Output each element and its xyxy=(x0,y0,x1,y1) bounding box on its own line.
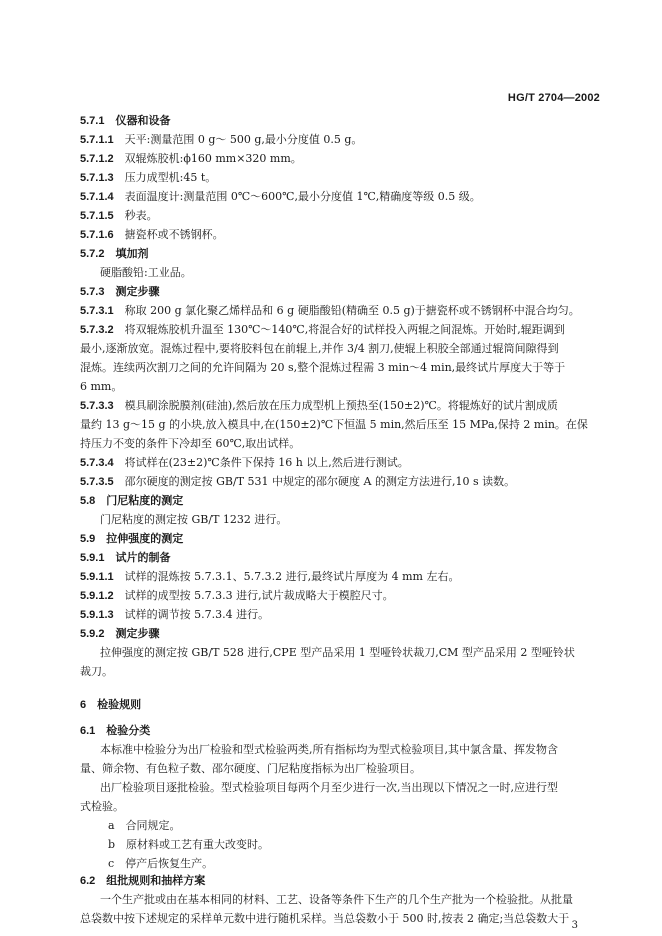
section-5-7-3: 5.7.3 测定步骤 xyxy=(80,285,160,298)
paragraph: 量、筛余物、有色粒子数、邵尔硬度、门尼粘度指标为出厂检验项目。 xyxy=(80,762,421,775)
section-5-9-1: 5.9.1 试片的制备 xyxy=(80,551,171,564)
clause-5-7-1-4: 5.7.1.4 表面温度计:测量范围 0℃～600℃,最小分度值 1℃,精确度等级 0.5 级。 xyxy=(80,190,481,203)
clause-5-7-1-6: 5.7.1.6 搪瓷杯或不锈钢杯。 xyxy=(80,228,224,241)
paragraph: 混炼。连续两次割刀之间的允许间隔为 20 s,整个混炼过程需 3 min～4 min,最终试片厚度大于等于 xyxy=(80,361,566,374)
section-5-9-2: 5.9.2 测定步骤 xyxy=(80,627,160,640)
clause-5-7-3-5: 5.7.3.5 邵尔硬度的测定按 GB/T 531 中规定的邵尔硬度 A 的测定方法进行,10 s 读数。 xyxy=(80,475,516,488)
section-5-9: 5.9 拉伸强度的测定 xyxy=(80,532,184,545)
clause-5-7-1-3: 5.7.1.3 压力成型机:45 t。 xyxy=(80,171,217,184)
clause-5-9-1-1: 5.9.1.1 试样的混炼按 5.7.3.1、5.7.3.2 进行,最终试片厚度为 4 mm 左右。 xyxy=(80,570,460,583)
paragraph: 持压力不变的条件下冷却至 60℃,取出试样。 xyxy=(80,437,301,450)
standard-code: HG/T 2704—2002 xyxy=(507,92,600,104)
list-item: a 合同规定。 xyxy=(108,819,181,832)
clause-5-7-3-4: 5.7.3.4 将试样在(23±2)℃条件下保持 16 h 以上,然后进行测试。 xyxy=(80,456,409,469)
paragraph: 裁刀。 xyxy=(80,665,113,678)
clause-5-7-3-2: 5.7.3.2 将双辊炼胶机升温至 130℃～140℃,将混合好的试样投入两辊之间混炼。开始时,辊距调到 xyxy=(80,323,565,336)
clause-5-7-3-3: 5.7.3.3 模具刷涂脱膜剂(硅油),然后放在压力成型机上预热至(150±2)℃。将辊炼好的试片割成质 xyxy=(80,399,558,412)
paragraph: 最小,逐渐放宽。混炼过程中,要将胶料包在前辊上,并作 3/4 割刀,使辊上积胶全部通过辊筒间隙得到 xyxy=(80,342,559,355)
list-item: c 停产后恢复生产。 xyxy=(108,857,214,870)
section-6-1: 6.1 检验分类 xyxy=(80,724,151,737)
paragraph: 本标准中检验分为出厂检验和型式检验两类,所有指标均为型式检验项目,其中氯含量、挥发物含 xyxy=(100,743,558,756)
paragraph: 拉伸强度的测定按 GB/T 528 进行,CPE 型产品采用 1 型哑铃状裁刀,CM 型产品采用 2 型哑铃状 xyxy=(100,646,575,659)
paragraph: 一个生产批或由在基本相同的材料、工艺、设备等条件下生产的几个生产批为一个检验批。从批量 xyxy=(100,893,573,906)
paragraph: 出厂检验项目逐批检验。型式检验项目每两个月至少进行一次,当出现以下情况之一时,应进行型 xyxy=(100,781,558,794)
clause-5-9-1-3: 5.9.1.3 试样的调节按 5.7.3.4 进行。 xyxy=(80,608,270,621)
paragraph: 硬脂酸铅:工业品。 xyxy=(100,266,192,279)
clause-5-7-1-1: 5.7.1.1 天平:测量范围 0 g～ 500 g,最小分度值 0.5 g。 xyxy=(80,133,363,146)
page-number: 3 xyxy=(571,920,578,931)
section-6-2: 6.2 组批规则和抽样方案 xyxy=(80,874,206,887)
section-5-8: 5.8 门尼粘度的测定 xyxy=(80,494,184,507)
paragraph: 量约 13 g～15 g 的小块,放入模具中,在(150±2)℃下恒温 5 min,然后压至 15 MPa,保持 2 min。在保 xyxy=(80,418,588,431)
clause-5-7-1-5: 5.7.1.5 秒表。 xyxy=(80,209,158,222)
list-item: b 原材料或工艺有重大改变时。 xyxy=(108,838,270,851)
paragraph: 式检验。 xyxy=(80,800,124,813)
chapter-6: 6 检验规则 xyxy=(80,698,142,711)
section-5-7-2: 5.7.2 填加剂 xyxy=(80,247,149,260)
paragraph: 6 mm。 xyxy=(80,380,123,393)
section-5-7-1: 5.7.1 仪器和设备 xyxy=(80,114,171,127)
clause-5-9-1-2: 5.9.1.2 试样的成型按 5.7.3.3 进行,试片裁成略大于模腔尺寸。 xyxy=(80,589,394,602)
paragraph: 门尼粘度的测定按 GB/T 1232 进行。 xyxy=(100,513,288,526)
paragraph: 总袋数中按下述规定的采样单元数中进行随机采样。当总袋数小于 500 时,按表 2 确定;当总袋数大于 xyxy=(80,912,570,925)
clause-5-7-1-2: 5.7.1.2 双辊炼胶机:ϕ160 mm×320 mm。 xyxy=(80,152,302,165)
clause-5-7-3-1: 5.7.3.1 称取 200 g 氯化聚乙烯样品和 6 g 硬脂酸铅(精确至 0.5 g)于搪瓷杯或不锈钢杯中混合均匀。 xyxy=(80,304,580,317)
